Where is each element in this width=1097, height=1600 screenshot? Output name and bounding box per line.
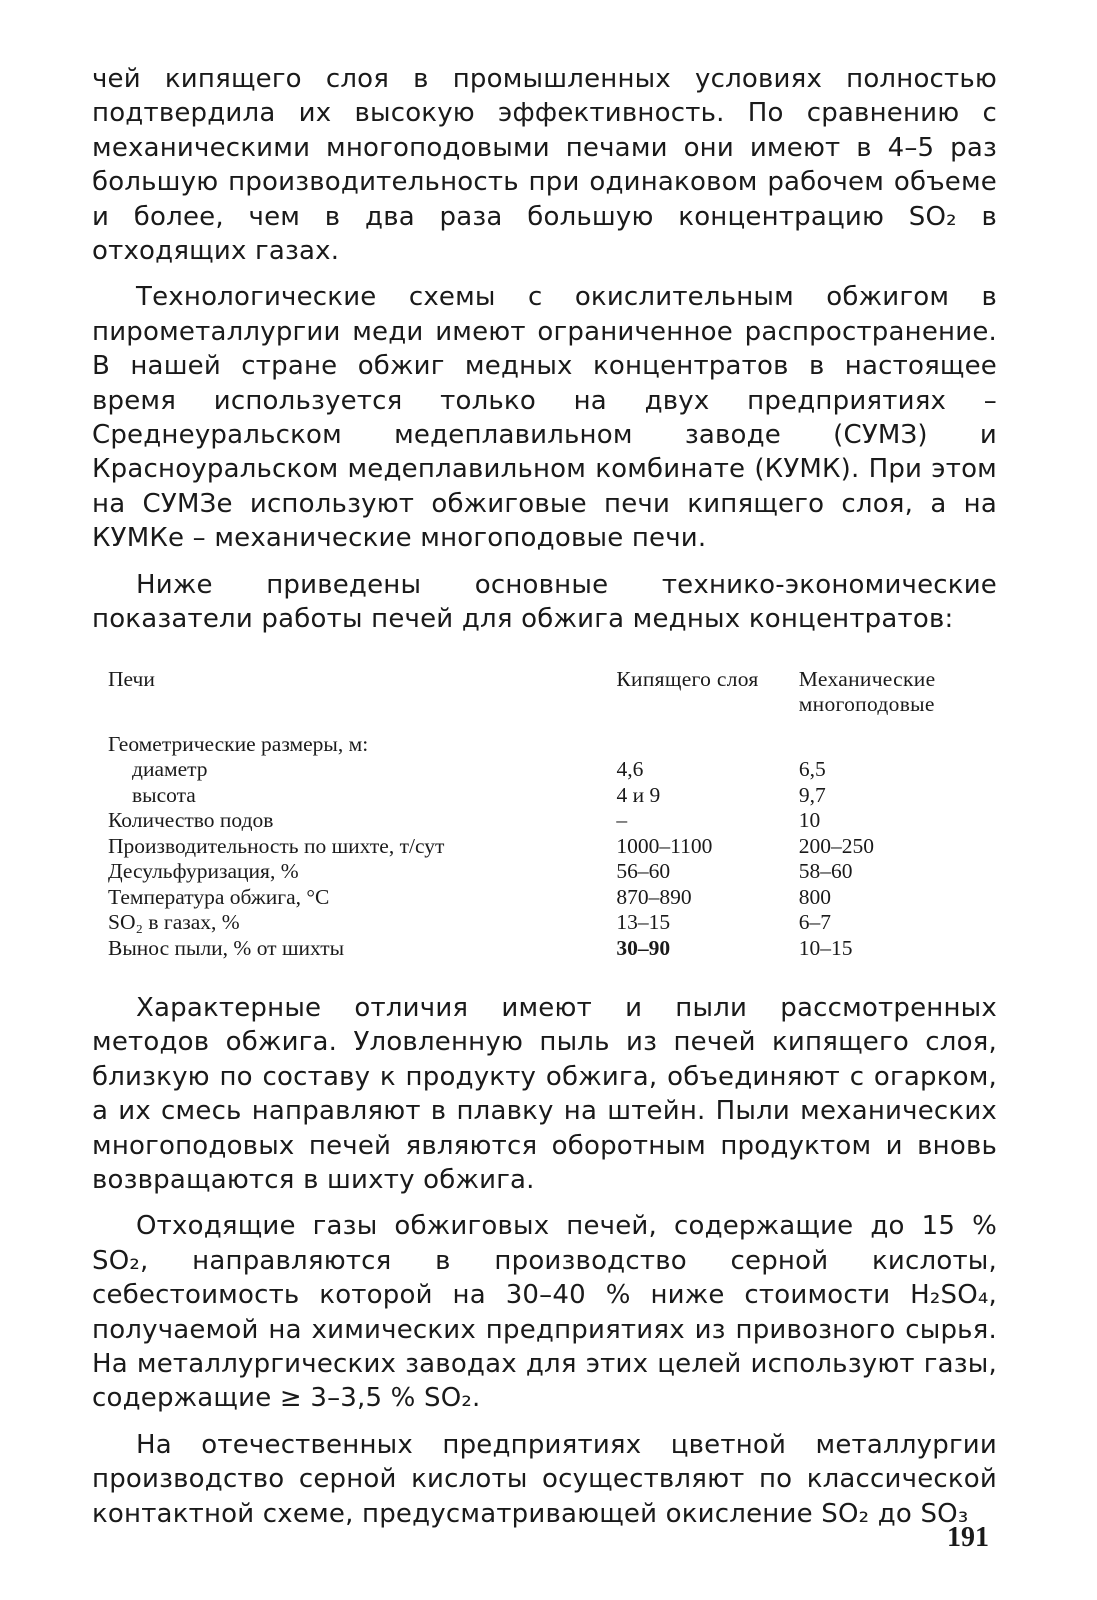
spec-row-label: Температура обжига, °С — [108, 884, 330, 909]
spec-value-multihearth: 9,7 — [798, 782, 826, 807]
spec-row — [108, 808, 997, 834]
spec-value-fluidized-bed: – — [616, 808, 628, 832]
spec-header-label: Печи — [108, 666, 155, 691]
spec-value-fluidized-bed: 1000–1100 — [616, 833, 713, 858]
spec-value-fluidized-bed: 870–890 — [616, 884, 692, 909]
spec-value-fluidized-bed: 13–15 — [616, 910, 671, 934]
spec-row — [108, 757, 997, 783]
spec-value-multihearth: 6–7 — [798, 910, 832, 934]
paragraph-dust-differences: Характерные отличия имеют и пыли рассмотренных методов обжига. Уловленную пыль из печей кипящего слоя, близкую по составу к продукту обжига, объединяют с огарком, а их смесь направляют в плавку на штейн. Пыли механических многоподовых печей являются оборотным продуктом и вновь возвращаются в шихту обжига. — [92, 993, 997, 1196]
spec-value-multihearth: 58–60 — [798, 859, 853, 883]
spec-row-label: Геометрические размеры, м: — [108, 731, 369, 756]
spec-row — [108, 885, 997, 911]
spec-value-multihearth — [799, 732, 997, 758]
spec-value-fluidized-bed: 4 и 9 — [616, 782, 661, 807]
spec-row-label: Производительность по шихте, т/сут — [108, 833, 445, 858]
spec-row-label: Десульфуризация, % — [108, 859, 299, 883]
paragraph-sulfuric-acid: На отечественных предприятиях цветной металлургии производство серной кислоты осуществляют по классической контактной схеме, предусматривающей окисление SO₂ до SO₃ — [92, 1429, 997, 1529]
spec-value-multihearth: 800 — [798, 884, 832, 909]
spec-row — [108, 859, 997, 885]
spec-header-multihearth: Механические многоподовые — [798, 666, 936, 716]
spec-value-multihearth: 10–15 — [798, 935, 853, 960]
spec-row — [108, 910, 997, 936]
spec-row — [108, 936, 997, 962]
spec-value-multihearth: 6,5 — [798, 757, 826, 781]
spec-row-label: высота — [132, 782, 196, 807]
spec-row-label: Количество подов — [108, 808, 274, 832]
paragraph-technological-schemes: Технологические схемы с окислительным обжигом в пирометаллургии меди имеют ограниченное распространение. В нашей стране обжиг медных концентратов в настоящее время используется только на двух предприятиях – Среднеуральском медеплавильном заводе (СУМЗ) и Красноуральском медеплавильном комбинате (КУМК). При этом на СУМЗе используют обжиговые печи кипящего слоя, а на КУМКе – механические многоподовые печи. — [92, 282, 997, 554]
spec-row — [108, 783, 997, 809]
page-number: 191 — [947, 1522, 989, 1553]
spec-value-fluidized-bed — [616, 732, 798, 758]
spec-row-label: диаметр — [132, 757, 208, 781]
spec-value-multihearth: 200–250 — [798, 833, 875, 858]
spec-rows — [108, 732, 997, 962]
spec-header-fluidized-bed: Кипящего слоя — [616, 666, 759, 691]
spec-row-label: Вынос пыли, % от шихты — [108, 935, 345, 960]
spec-row-label: SO₂ в газах, % — [108, 910, 240, 934]
spec-row — [108, 732, 997, 758]
spec-value-fluidized-bed: 4,6 — [616, 757, 644, 781]
paragraph-offgases: Отходящие газы обжиговых печей, содержащие до 15 % SO₂, направляются в производство серной кислоты, себестоимость которой на 30–40 % ниже стоимости H₂SO₄, получаемой на химических предприятиях из привозного сырья. На металлургических заводах для этих целей используют газы, содержащие ≥ 3–3,5 % SO₂. — [92, 1211, 997, 1414]
paragraph-continuation: чей кипящего слоя в промышленных условиях полностью подтвердила их высокую эффективность. По сравнению с механическими многоподовыми печами они имеют в 4–5 раз большую производительность при одинаковом рабочем объеме и более, чем в два раза большую концентрацию SO₂ в отходящих газах. — [92, 64, 997, 267]
spec-row — [108, 834, 997, 860]
furnace-indicators-table — [108, 667, 997, 962]
spec-value-multihearth: 10 — [798, 808, 821, 832]
paragraph-indicators-intro: Ниже приведены основные технико-экономические показатели работы печей для обжига медных концентратов: — [92, 569, 997, 635]
spec-header-row — [108, 667, 997, 718]
spec-value-fluidized-bed: 56–60 — [616, 859, 671, 883]
spec-value-fluidized-bed: 30–90 — [616, 935, 671, 960]
